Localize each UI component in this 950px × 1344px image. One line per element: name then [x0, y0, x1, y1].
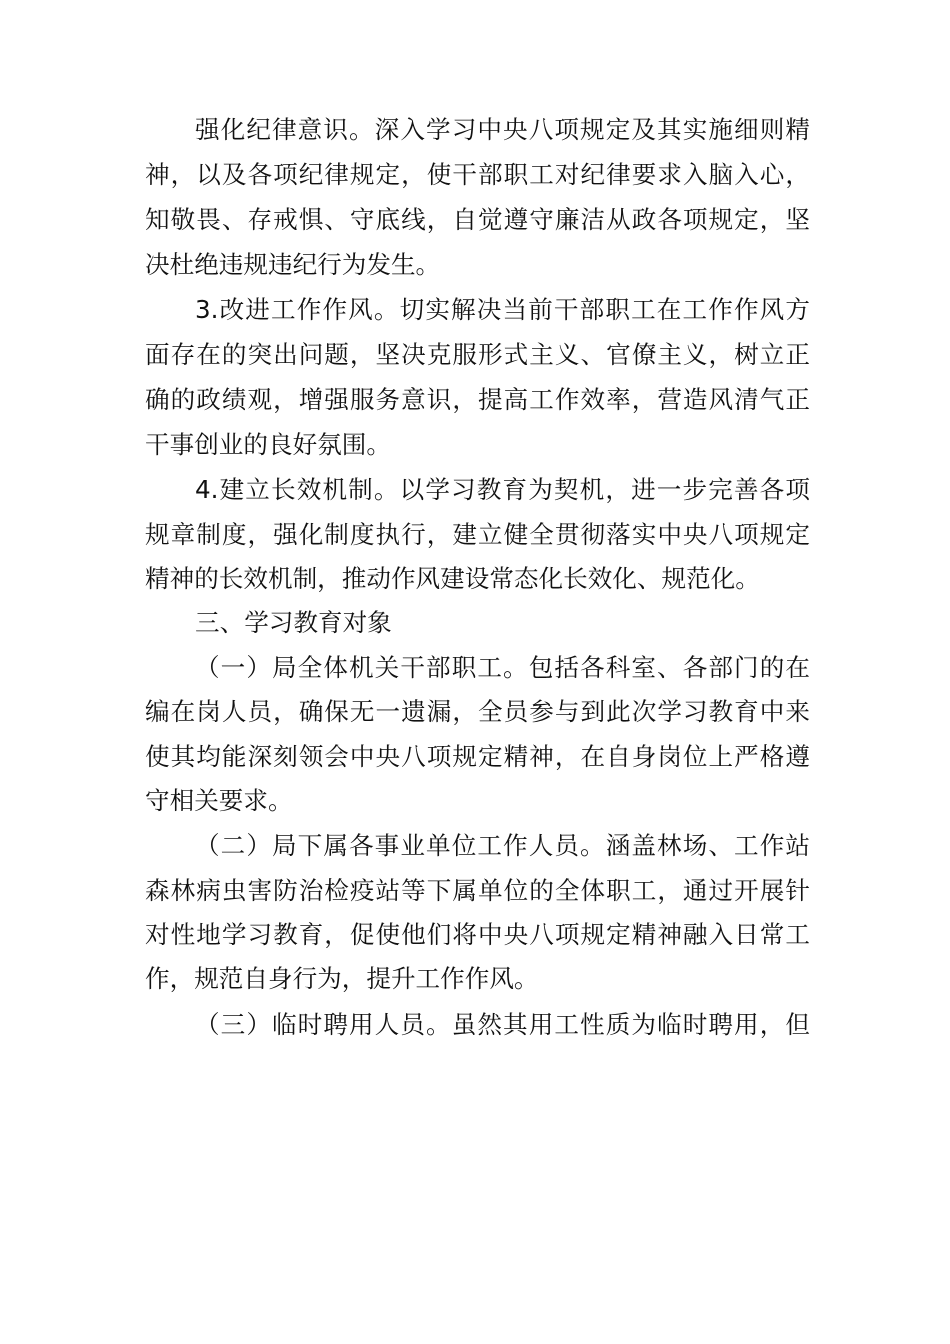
text-line: 4.建立长效机制。以学习教育为契机，进一步完善各项: [195, 475, 810, 504]
text-line: 森林病虫害防治检疫站等下属单位的全体职工，通过开展针: [145, 876, 810, 905]
text-line: （一）局全体机关干部职工。包括各科室、各部门的在: [195, 653, 810, 682]
text-line: 知敬畏、存戒惧、守底线，自觉遵守廉洁从政各项规定，坚: [145, 205, 810, 234]
text-line: 作，规范自身行为，提升工作作风。: [145, 964, 539, 993]
text-line: （三）临时聘用人员。虽然其用工性质为临时聘用，但: [195, 1010, 810, 1039]
text-line: 面存在的突出问题，坚决克服形式主义、官僚主义，树立正: [145, 340, 810, 369]
text-line: 编在岗人员，确保无一遗漏，全员参与到此次学习教育中来: [145, 697, 810, 726]
text-line: 神，以及各项纪律规定，使干部职工对纪律要求入脑入心，: [145, 160, 810, 189]
text-line: 使其均能深刻领会中央八项规定精神，在自身岗位上严格遵: [145, 742, 810, 771]
text-line: 决杜绝违规违纪行为发生。: [145, 250, 441, 279]
text-line: 守相关要求。: [145, 786, 293, 815]
section-heading: 三、学习教育对象: [195, 608, 392, 637]
text-line: 干事创业的良好氛围。: [145, 430, 391, 459]
text-line: （二）局下属各事业单位工作人员。涵盖林场、工作站: [195, 831, 810, 860]
text-line: 强化纪律意识。深入学习中央八项规定及其实施细则精: [195, 115, 810, 144]
text-line: 规章制度，强化制度执行，建立健全贯彻落实中央八项规定: [145, 520, 810, 549]
text-line: 精神的长效机制，推动作风建设常态化长效化、规范化。: [145, 564, 760, 593]
text-line: 3.改进工作作风。切实解决当前干部职工在工作作风方: [195, 295, 810, 324]
text-line: 对性地学习教育，促使他们将中央八项规定精神融入日常工: [145, 920, 810, 949]
text-line: 确的政绩观，增强服务意识，提高工作效率，营造风清气正: [145, 385, 810, 414]
